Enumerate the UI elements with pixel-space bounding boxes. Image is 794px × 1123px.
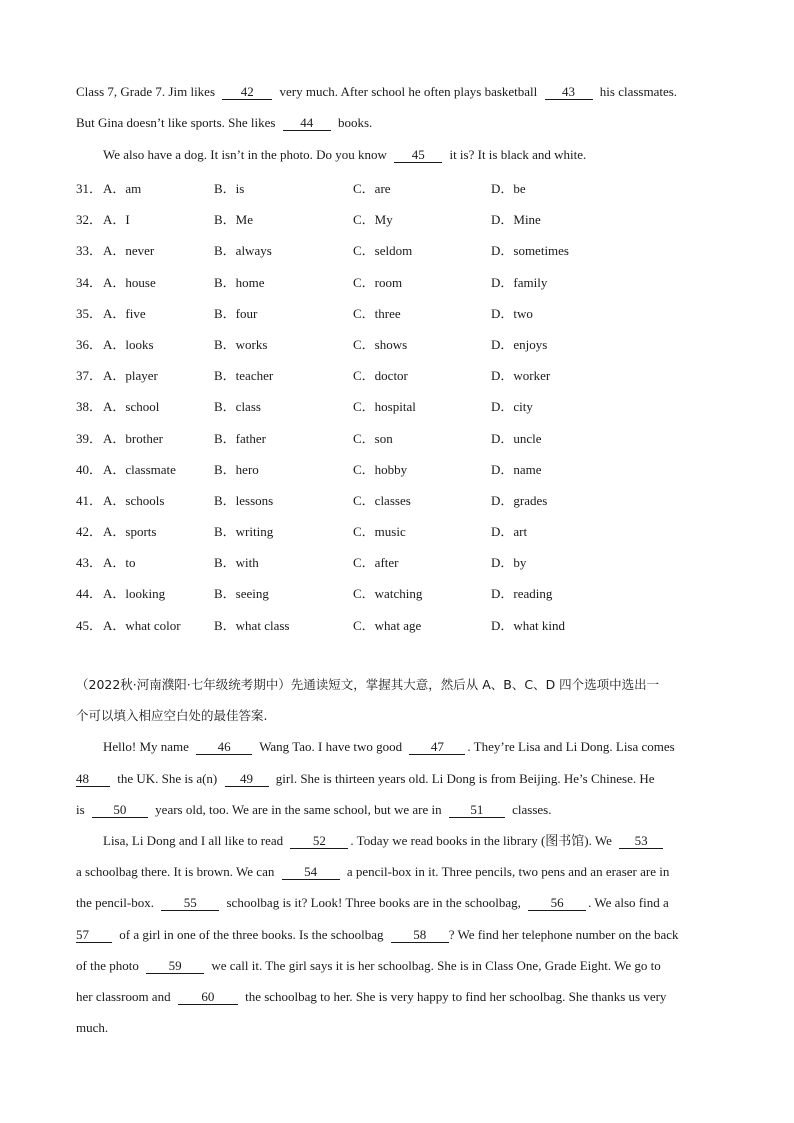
question-number: 31． bbox=[76, 181, 103, 196]
option-b[interactable]: B．lessons bbox=[214, 492, 274, 508]
passage2-line4: Lisa, Li Dong and I all like to read 52 . Today we read books in the library (图书馆). We 53 bbox=[103, 833, 743, 849]
question-40 bbox=[76, 459, 716, 490]
passage2-line1: Hello! My name 46 Wang Tao. I have two good 47 . They’re Lisa and Li Dong. Lisa comes bbox=[103, 739, 675, 754]
option-b[interactable]: B．works bbox=[214, 336, 268, 352]
section2-instructions-line1: （2022秋·河南濮阳·七年级统考期中）先通读短文，掌握其大意，然后从 A、B、C、D 四个选项中选出一 bbox=[76, 677, 660, 692]
option-a[interactable]: A．to bbox=[103, 555, 136, 571]
blank-50[interactable]: 50 bbox=[92, 803, 148, 818]
option-c[interactable]: C．three bbox=[353, 305, 401, 321]
option-b[interactable]: B．Me bbox=[214, 212, 254, 228]
question-number: 37． bbox=[76, 368, 103, 384]
question-44 bbox=[76, 583, 716, 614]
option-a[interactable]: A．school bbox=[103, 399, 160, 415]
blank-47[interactable]: 47 bbox=[409, 740, 465, 755]
blank-53[interactable]: 53 bbox=[619, 834, 663, 849]
option-b[interactable]: B．with bbox=[214, 555, 259, 571]
question-number: 42． bbox=[76, 524, 103, 540]
option-d[interactable]: D．by bbox=[491, 555, 527, 571]
question-39 bbox=[76, 428, 716, 459]
question-41 bbox=[76, 490, 716, 521]
blank-58[interactable]: 58 bbox=[391, 928, 449, 943]
option-a[interactable]: A．brother bbox=[103, 430, 163, 446]
option-c[interactable]: C．seldom bbox=[353, 243, 413, 259]
option-c[interactable]: C．after bbox=[353, 555, 399, 571]
section2-instructions-line2: 个可以填入相应空白处的最佳答案. bbox=[76, 708, 268, 723]
passage2-line2: 48 the UK. She is a(n) 49 girl. She is thirteen years old. Li Dong is from Beijing. He’s Chinese. He bbox=[76, 771, 655, 786]
question-number: 44． bbox=[76, 586, 103, 602]
question-number: 38． bbox=[76, 399, 103, 415]
option-a[interactable]: A．looking bbox=[103, 586, 166, 602]
question-35 bbox=[76, 303, 716, 334]
option-d[interactable]: D．two bbox=[491, 305, 533, 321]
option-d[interactable]: D．what kind bbox=[491, 617, 566, 633]
blank-42[interactable]: 42 bbox=[222, 85, 272, 100]
passage1-line1: Class 7, Grade 7. Jim likes 42 very much. After school he often plays basketball 43 his classmates. bbox=[76, 84, 678, 99]
option-c[interactable]: C．hobby bbox=[353, 461, 408, 477]
blank-46[interactable]: 46 bbox=[196, 740, 252, 755]
option-b[interactable]: B．writing bbox=[214, 524, 274, 540]
passage1-line2: But Gina doesn’t like sports. She likes 44 books. bbox=[76, 115, 373, 130]
blank-57[interactable]: 57 bbox=[76, 928, 112, 943]
option-a[interactable]: A．I bbox=[103, 212, 130, 228]
option-d[interactable]: D．Mine bbox=[491, 212, 541, 228]
option-c[interactable]: C．watching bbox=[353, 586, 423, 602]
passage2-line10: much. bbox=[76, 1020, 109, 1035]
question-number: 45． bbox=[76, 617, 103, 633]
question-45 bbox=[76, 615, 716, 646]
passage1-line3: We also have a dog. It isn’t in the photo. Do you know 45 it is? It is black and white. bbox=[103, 147, 587, 162]
option-b[interactable]: B．four bbox=[214, 305, 258, 321]
option-a[interactable]: A．classmate bbox=[103, 461, 176, 477]
question-43 bbox=[76, 552, 716, 583]
blank-54[interactable]: 54 bbox=[282, 865, 340, 880]
option-d[interactable]: D．grades bbox=[491, 492, 548, 508]
option-b[interactable]: B．class bbox=[214, 399, 261, 415]
blank-49[interactable]: 49 bbox=[225, 772, 269, 787]
passage2-line5: a schoolbag there. It is brown. We can 54 a pencil-box in it. Three pencils, two pens and an eraser are in bbox=[76, 864, 670, 879]
option-a[interactable]: A．house bbox=[103, 274, 156, 290]
blank-48[interactable]: 48 bbox=[76, 772, 110, 787]
blank-51[interactable]: 51 bbox=[449, 803, 505, 818]
question-38 bbox=[76, 396, 716, 427]
passage2-line3: is 50 years old, too. We are in the same school, but we are in 51 classes. bbox=[76, 802, 552, 817]
blank-45[interactable]: 45 bbox=[394, 148, 442, 163]
option-d[interactable]: D．sometimes bbox=[491, 243, 569, 259]
question-options bbox=[76, 178, 716, 646]
option-c[interactable]: C．son bbox=[353, 430, 393, 446]
question-33 bbox=[76, 240, 716, 271]
option-d[interactable]: D．uncle bbox=[491, 430, 542, 446]
blank-55[interactable]: 55 bbox=[161, 896, 219, 911]
question-31 bbox=[76, 178, 716, 209]
blank-43[interactable]: 43 bbox=[545, 85, 593, 100]
question-34 bbox=[76, 272, 716, 303]
question-37 bbox=[76, 365, 716, 396]
option-d[interactable]: D．art bbox=[491, 524, 528, 540]
option-d[interactable]: D．enjoys bbox=[491, 336, 548, 352]
question-number: 32． bbox=[76, 212, 103, 228]
question-number: 35． bbox=[76, 305, 103, 321]
option-b[interactable]: B．always bbox=[214, 243, 272, 259]
option-a[interactable]: A．what color bbox=[103, 617, 181, 633]
blank-44[interactable]: 44 bbox=[283, 116, 331, 131]
passage2-line8: of the photo 59 we call it. The girl says it is her schoolbag. She is in Class One, Grade Eight. We go to bbox=[76, 958, 661, 973]
question-36 bbox=[76, 334, 716, 365]
option-a[interactable]: A．am bbox=[103, 181, 142, 196]
option-c[interactable]: C．My bbox=[353, 212, 393, 228]
option-c[interactable]: C．room bbox=[353, 274, 403, 290]
question-number: 40． bbox=[76, 461, 103, 477]
passage2-line9: her classroom and 60 the schoolbag to her. She is very happy to find her schoolbag. She thanks us very bbox=[76, 989, 667, 1004]
option-c[interactable]: C．hospital bbox=[353, 399, 416, 415]
option-a[interactable]: A．schools bbox=[103, 492, 165, 508]
question-42 bbox=[76, 521, 716, 552]
option-b[interactable]: B．is bbox=[214, 181, 245, 196]
passage2-line6: the pencil-box. 55 schoolbag is it? Look! Three books are in the schoolbag, 56 . We also find a bbox=[76, 895, 669, 910]
option-d[interactable]: D．reading bbox=[491, 586, 553, 602]
option-b[interactable]: B．home bbox=[214, 274, 265, 290]
option-a[interactable]: A．sports bbox=[103, 524, 157, 540]
question-number: 33． bbox=[76, 243, 103, 259]
option-c[interactable]: C．what age bbox=[353, 617, 422, 633]
option-d[interactable]: D．family bbox=[491, 274, 548, 290]
option-a[interactable]: A．never bbox=[103, 243, 155, 259]
blank-59[interactable]: 59 bbox=[146, 959, 204, 974]
option-d[interactable]: D．worker bbox=[491, 368, 551, 384]
blank-56[interactable]: 56 bbox=[528, 896, 586, 911]
question-number: 39． bbox=[76, 430, 103, 446]
option-a[interactable]: A．player bbox=[103, 368, 158, 384]
blank-52[interactable]: 52 bbox=[290, 834, 348, 849]
option-d[interactable]: D．be bbox=[491, 181, 526, 196]
option-d[interactable]: D．name bbox=[491, 461, 542, 477]
question-number: 36． bbox=[76, 336, 103, 352]
option-d[interactable]: D．city bbox=[491, 399, 533, 415]
option-a[interactable]: A．looks bbox=[103, 336, 154, 352]
option-a[interactable]: A．five bbox=[103, 305, 146, 321]
option-c[interactable]: C．music bbox=[353, 524, 406, 540]
option-c[interactable]: C．classes bbox=[353, 492, 411, 508]
option-b[interactable]: B．what class bbox=[214, 617, 290, 633]
question-number: 43． bbox=[76, 555, 103, 571]
option-b[interactable]: B．father bbox=[214, 430, 266, 446]
passage2-line7: 57 of a girl in one of the three books. Is the schoolbag 58 ? We find her telephone number on the back bbox=[76, 927, 679, 942]
option-c[interactable]: C．are bbox=[353, 181, 391, 196]
question-number: 41． bbox=[76, 492, 103, 508]
blank-60[interactable]: 60 bbox=[178, 990, 238, 1005]
question-number: 34． bbox=[76, 274, 103, 290]
option-b[interactable]: B．seeing bbox=[214, 586, 269, 602]
option-b[interactable]: B．teacher bbox=[214, 368, 274, 384]
question-32 bbox=[76, 209, 716, 240]
option-c[interactable]: C．doctor bbox=[353, 368, 408, 384]
option-c[interactable]: C．shows bbox=[353, 336, 408, 352]
option-b[interactable]: B．hero bbox=[214, 461, 259, 477]
